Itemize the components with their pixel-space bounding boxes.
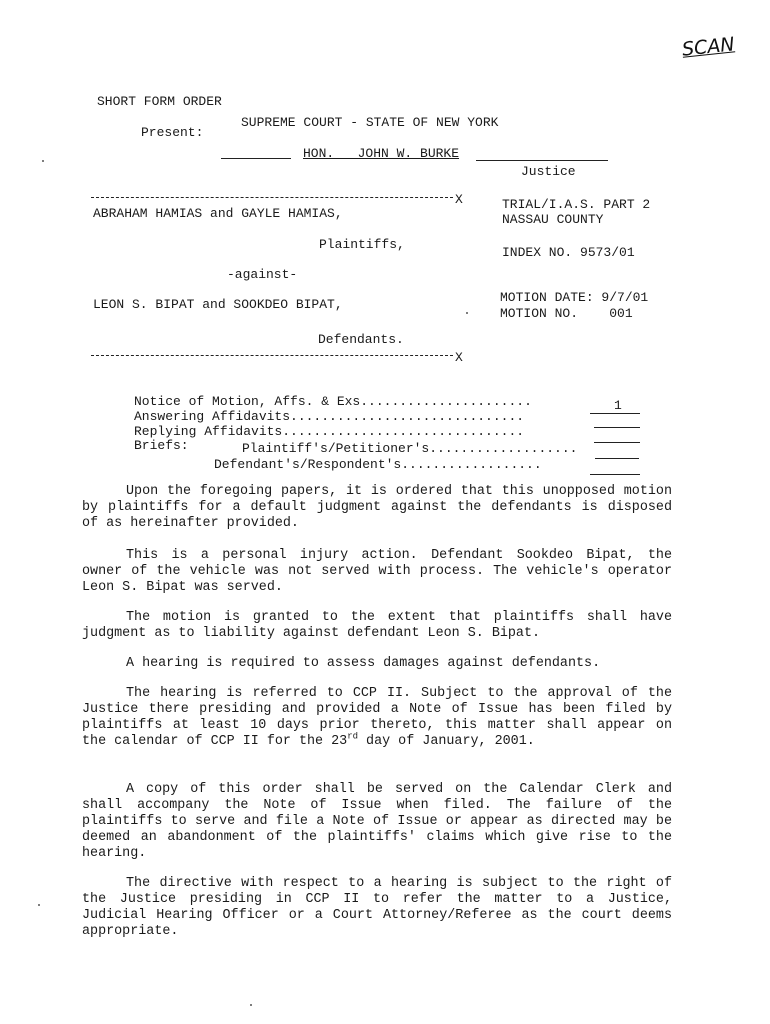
paragraph-action-text: This is a personal injury action. Defendant Sookdeo Bipat, the owner of the vehicle was not served with process. The vehicle's operator Leon S. Bipat was served. (82, 548, 672, 595)
county: NASSAU COUNTY (502, 212, 604, 227)
plaintiffs-label: Plaintiffs, (319, 237, 405, 252)
paragraph-granted-text: The motion is granted to the extent that plaintiffs shall have judgment as to liability against defendant Leon S. Bipat. (82, 610, 672, 641)
paragraph-hearing-required-text: A hearing is required to assess damages against defendants. (126, 656, 601, 671)
paragraph-directive-text: The directive with respect to a hearing is subject to the right of the Justice presiding in CCP II to refer the matter to a Justice, Judicial Hearing Officer or a Court Attorney/Referee as the court deems appropriate. (82, 876, 672, 939)
judge-title: Justice (521, 164, 576, 179)
trial-part: TRIAL/I.A.S. PART 2 (502, 197, 651, 212)
papers-defendant-line (590, 474, 640, 475)
paragraph-referral (82, 686, 672, 750)
caption-top-divider (91, 197, 453, 198)
papers-replying-line (594, 442, 640, 443)
paragraph-service (82, 782, 672, 862)
paragraph-order (82, 484, 672, 532)
plaintiffs-names: ABRAHAM HAMIAS and GAYLE HAMIAS, (93, 206, 343, 221)
scan-speck (38, 904, 40, 906)
paragraph-referral-text: The hearing is referred to CCP II. Subject to the approval of the Justice there presiding and provided a Note of Issue has been filed by plaintiffs at least 10 days prior thereto, this matter shall appear on the calendar of CCP II for the 23 (82, 686, 672, 749)
papers-answering-line (594, 427, 640, 428)
papers-answering: Answering Affidavits.............................. (134, 409, 525, 424)
judge-name: HON. JOHN W. BURKE (303, 146, 460, 161)
caption-x-bottom: X (455, 350, 463, 365)
court-name: SUPREME COURT - STATE OF NEW YORK (241, 115, 499, 130)
against-label: -against- (227, 267, 298, 282)
scan-speck (42, 160, 44, 162)
motion-number: MOTION NO. 001 (500, 306, 633, 321)
papers-notice-of-motion: Notice of Motion, Affs. & Exs...................... (134, 394, 532, 409)
present-label: Present: (141, 125, 204, 140)
papers-replying: Replying Affidavits............................... (134, 424, 525, 439)
paragraph-referral-date: day of January, 2001. (358, 734, 535, 749)
papers-briefs-label: Briefs: (134, 438, 189, 453)
paragraph-hearing-required (82, 656, 672, 672)
judge-line-left (221, 158, 291, 159)
motion-date: MOTION DATE: 9/7/01 (500, 290, 649, 305)
index-number: INDEX NO. 9573/01 (502, 245, 635, 260)
paragraph-granted (82, 610, 672, 642)
paragraph-service-text: A copy of this order shall be served on the Calendar Clerk and shall accompany the Note of Issue when filed. The failure of the plaintiffs to serve and file a Note of Issue or appear as directed may be deemed an abandonment of the plaintiffs' claims which give rise to the hearing. (82, 782, 672, 861)
papers-notice-line (590, 413, 640, 414)
papers-notice-count: 1 (614, 398, 622, 413)
caption-x-top: X (455, 192, 463, 207)
paragraph-directive (82, 876, 672, 940)
handwritten-scan-mark: SCAN (680, 33, 736, 61)
defendants-label: Defendants. (318, 332, 404, 347)
paragraph-action (82, 548, 672, 596)
ordinal-suffix: rd (347, 731, 358, 742)
papers-plaintiff-line (595, 458, 639, 459)
papers-defendant-brief: Defendant's/Respondent's.................. (214, 457, 542, 472)
scan-speck (466, 312, 468, 314)
papers-plaintiff-brief: Plaintiff's/Petitioner's................... (242, 441, 578, 456)
judge-line-right (476, 160, 608, 161)
defendants-names: LEON S. BIPAT and SOOKDEO BIPAT, (93, 297, 343, 312)
caption-bottom-divider (91, 355, 453, 356)
scan-speck (250, 1004, 252, 1006)
paragraph-order-text: Upon the foregoing papers, it is ordered that this unopposed motion by plaintiffs for a default judgment against the defendants is disposed of as hereinafter provided. (82, 484, 672, 531)
form-type: SHORT FORM ORDER (97, 94, 222, 109)
